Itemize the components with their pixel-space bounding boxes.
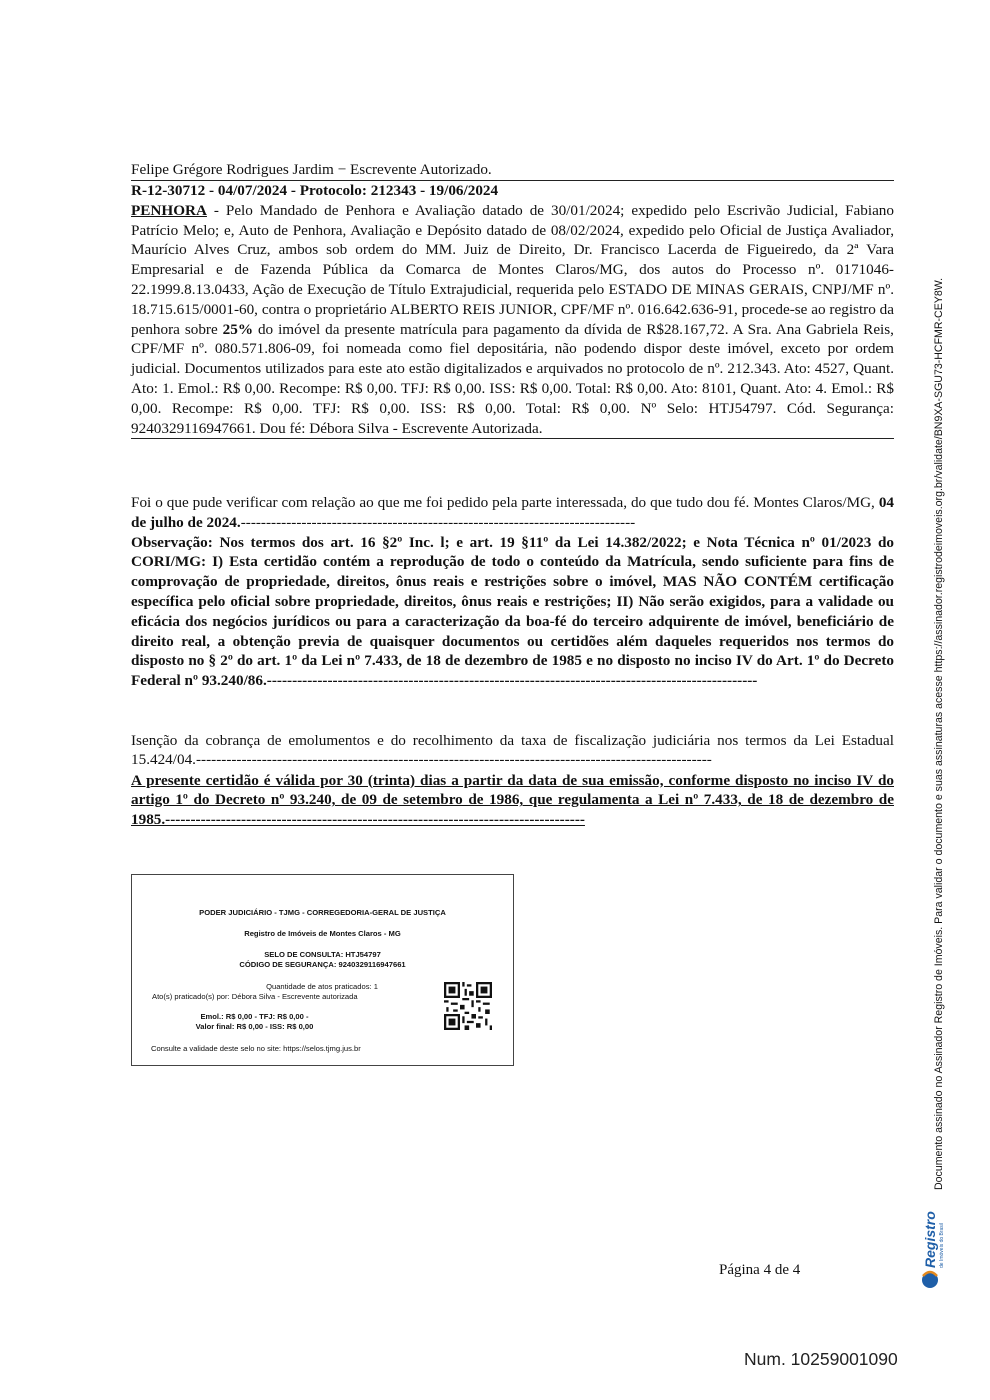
logo-sub: de Imóveis do Brasil <box>939 1222 945 1268</box>
exemption-text: Isenção da cobrança de emolumentos e do recolhimento da taxa de fiscalização judiciária nos termos da Lei Estadual 15.424/04.------------------------------------------------------------------------------------------------------ <box>131 731 894 769</box>
validity-text: A presente certidão é válida por 30 (trinta) dias a partir da data de sua emissão, conforme disposto no inciso IV do artigo 1º do Decreto nº 93.240, de 09 de setembro de 1986, que regulamenta a Lei nº 7.433, de 18 de dezembro de 1985.----------------------------------------------------------------------------------- <box>131 771 894 829</box>
logo-brand: Registro <box>922 1211 938 1268</box>
seal-code: SELO DE CONSULTA: HTJ54797 <box>264 950 381 959</box>
signer-line <box>131 160 894 181</box>
page-number: Página 4 de 4 <box>719 1262 801 1278</box>
signature-validation-note: Documento assinado no Assinador Registro de Imóveis. Para validar o documento e suas assinaturas acesse https://assinador.registrodeimoveis.org.br/validate/BN9XA-SGU73-HCFMR-CEY8W. <box>933 277 945 1190</box>
certification-dashes: ------------------------------------------------------------------------------ <box>240 513 636 531</box>
seal-registry: Registro de Imóveis de Montes Claros - MG <box>244 929 401 938</box>
registration-entry <box>131 181 894 439</box>
penhora-percent: 25% <box>222 320 254 338</box>
seal-fees-1: Emol.: R$ 0,00 - TFJ: R$ 0,00 - <box>200 1012 309 1021</box>
certification-date: 04 de julho de 2024. <box>131 494 894 531</box>
certification-text-1: Foi o que pude verificar com relação ao que me foi pedido pela parte interessada, do que tudo dou fé. Montes Claros/MG, <box>131 494 879 511</box>
registration-text-1: - Pelo Mandado de Penhora e Avaliação datado de 30/01/2024; expedido pelo Escrivão Judicial, Fabiano Patrício Melo; e, Auto de Penhora, Avaliação e Depósito datado de 08/02/2024, expedido pelo Oficial de Justiça Avaliador, Maurício Alves Cruz, ambos sob ordem do MM. Juiz de Direito, Dr. Francisco Lacerda de Figueiredo, da 2ª Vara Empresarial e de Fazenda Pública da Comarca de Montes Claros/MG, dos autos do Processo nº. 0171046-22.1999.8.13.0433, Ação de Execução de Título Extrajudicial, requerida pelo ESTADO DE MINAS GERAIS, CNPJ/MF nº. 18.715.615/0001-60, contra o proprietário ALBERTO REIS JUNIOR, CPF/MF nº. 016.642.636-91, procede-se ao registro da penhora sobre <box>131 201 894 338</box>
registro-logo <box>918 1200 952 1292</box>
seal-consult: Consulte a validade deste selo no site: https://selos.tjmg.jus.br <box>151 1044 361 1053</box>
seal-acts-by: Ato(s) praticado(s) por: Débora Silva - Escrevente autorizada <box>152 992 358 1001</box>
registration-text-2: do imóvel da presente matrícula para pagamento da dívida de R$28.167,72. A Sra. Ana Gabriela Reis, CPF/MF nº. 080.571.806-09, foi nomeada como fiel depositária, não podendo dispor deste imóvel, exceto por ordem judicial. Documentos utilizados para este ato estão digitalizados e arquivados no protocolo de nº. 212.343. Ato: 4527, Quant. Ato: 1. Emol.: R$ 0,00. Recompe: R$ 0,00. TFJ: R$ 0,00. ISS: R$ 0,00. Total: R$ 0,00. Ato: 8101, Quant. Ato: 4. Emol.: R$ 0,00. Recompe: R$ 0,00. TFJ: R$ 0,00. ISS: R$ 0,00. Total: R$ 0,00. Nº Selo: HTJ54797. Cód. Segurança: 9240329116947661. Dou fé: Débora Silva - Escrevente Autorizada. <box>131 320 894 437</box>
seal-authority: PODER JUDICIÁRIO - TJMG - CORREGEDORIA-GERAL DE JUSTIÇA <box>199 908 446 917</box>
signer-text: Felipe Grégore Rodrigues Jardim − Escrevente Autorizado. <box>131 161 492 178</box>
penhora-label: PENHORA <box>131 201 207 219</box>
certification-section <box>131 493 894 831</box>
certification-text <box>131 493 894 533</box>
registration-heading: R-12-30712 - 04/07/2024 - Protocolo: 212343 - 19/06/2024 <box>131 182 499 199</box>
electronic-seal <box>131 874 514 1066</box>
document-number: Num. 10259001090 <box>744 1349 898 1369</box>
seal-security-code: CÓDIGO DE SEGURANÇA: 9240329116947661 <box>239 960 406 969</box>
observation-text: Observação: Nos termos dos art. 16 §2º Inc. l; e art. 19 §11º da Lei 14.382/2022; e Nota Técnica nº 01/2023 do CORI/MG: I) Esta certidão contém a reprodução de todo o conteúdo da Matrícula, sendo suficiente para fins de comprovação de propriedade, direitos, ônus reais e restrições sobre o imóvel, MAS NÃO CONTÉM certificação específica pelo oficial sobre propriedade, direitos, ônus reais e restrições; II) Não serão exigidos, para a validade ou eficácia dos negócios jurídicos ou para a caracterização da boa-fé do terceiro adquirente de imóvel, beneficiário de direito real, a obtenção previa de quaisquer documentos ou certidões além daqueles requeridos nos termos do disposto no § 2º do art. 1º da Lei nº 7.433, de 18 de dezembro de 1985 e no disposto no inciso IV do Art. 1º do Decreto Federal nº 93.240/86.------------------------------------------------------------------------------------------------- <box>131 533 894 690</box>
seal-fees-2: Valor final: R$ 0,00 - ISS: R$ 0,00 <box>195 1022 314 1031</box>
seal-acts-count: Quantidade de atos praticados: 1 <box>266 982 378 991</box>
qr-code-icon <box>444 982 492 1030</box>
registration-body <box>131 201 894 439</box>
